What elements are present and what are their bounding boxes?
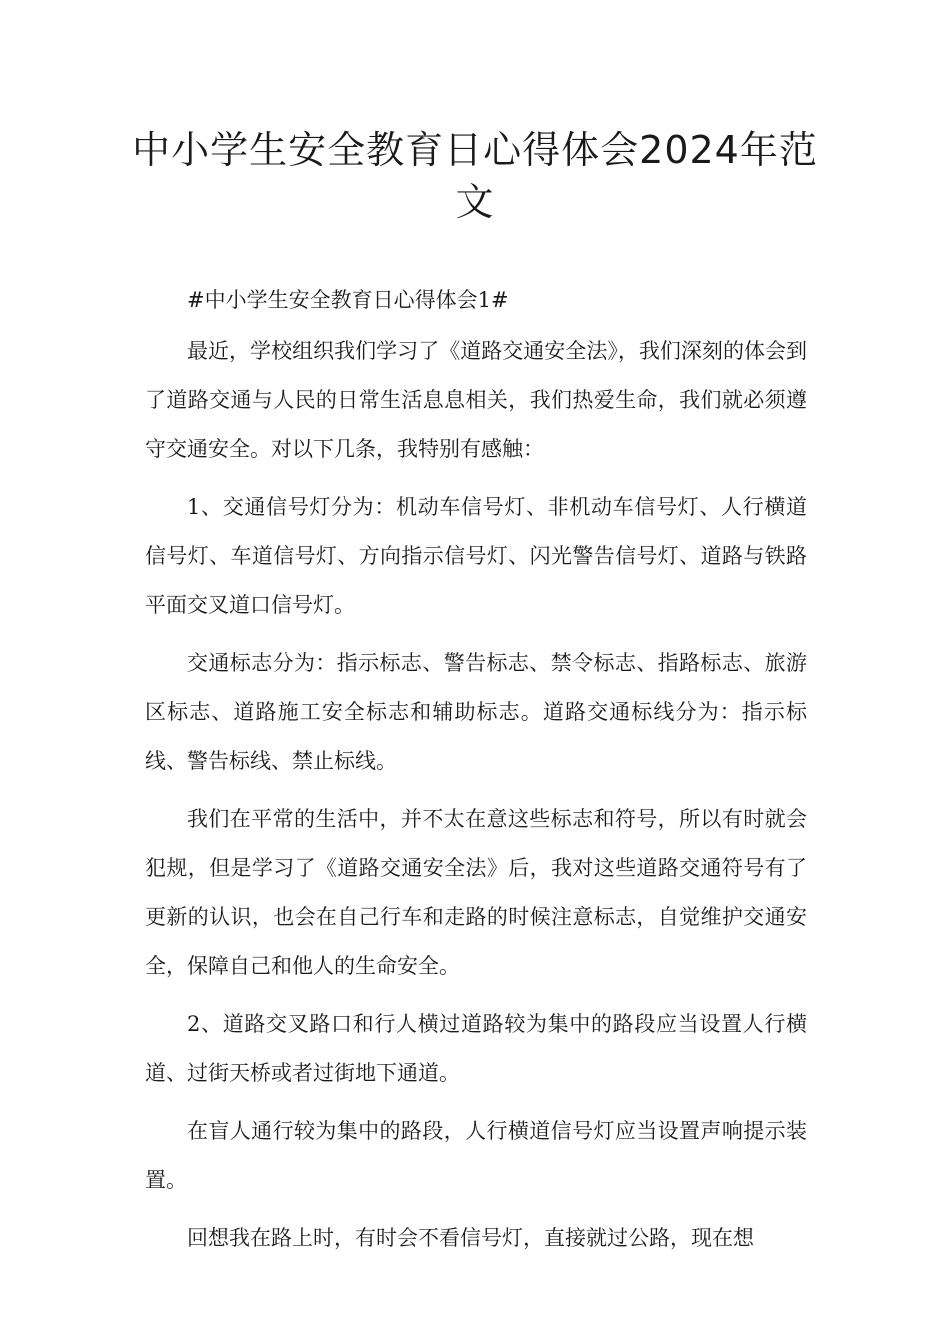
paragraph: 1、交通信号灯分为：机动车信号灯、非机动车信号灯、人行横道信号灯、车道信号灯、方向指示信号灯、闪光警告信号灯、道路与铁路平面交叉道口信号灯。 [145,495,807,617]
paragraph: 最近，学校组织我们学习了《道路交通安全法》，我们深刻的体会到了道路交通与人民的日常生活息息相关，我们热爱生命，我们就必须遵守交通安全。对以下几条，我特别有感触： [145,339,807,461]
section-heading: #中小学生安全教育日心得体会1# [187,288,509,312]
paragraph: 2、道路交叉路口和行人横过道路较为集中的路段应当设置人行横道、过街天桥或者过街地下通道。 [145,1012,807,1085]
paragraph: 我们在平常的生活中，并不太在意这些标志和符号，所以有时就会犯规，但是学习了《道路交通安全法》后，我对这些道路交通符号有了更新的认识，也会在自己行车和走路的时候注意标志，自觉维护交通安全，保障自己和他人的生命安全。 [145,807,807,978]
document-title: 中小学生安全教育日心得体会2024年范文 [132,128,818,224]
document-body [145,281,807,1272]
paragraph: 在盲人通行较为集中的路段，人行横道信号灯应当设置声响提示装置。 [145,1119,807,1192]
paragraph: 交通标志分为：指示标志、警告标志、禁令标志、指路标志、旅游区标志、道路施工安全标志和辅助标志。道路交通标线分为：指示标线、警告标线、禁止标线。 [145,651,807,773]
paragraph: 回想我在路上时，有时会不看信号灯，直接就过公路，现在想 [187,1226,754,1250]
